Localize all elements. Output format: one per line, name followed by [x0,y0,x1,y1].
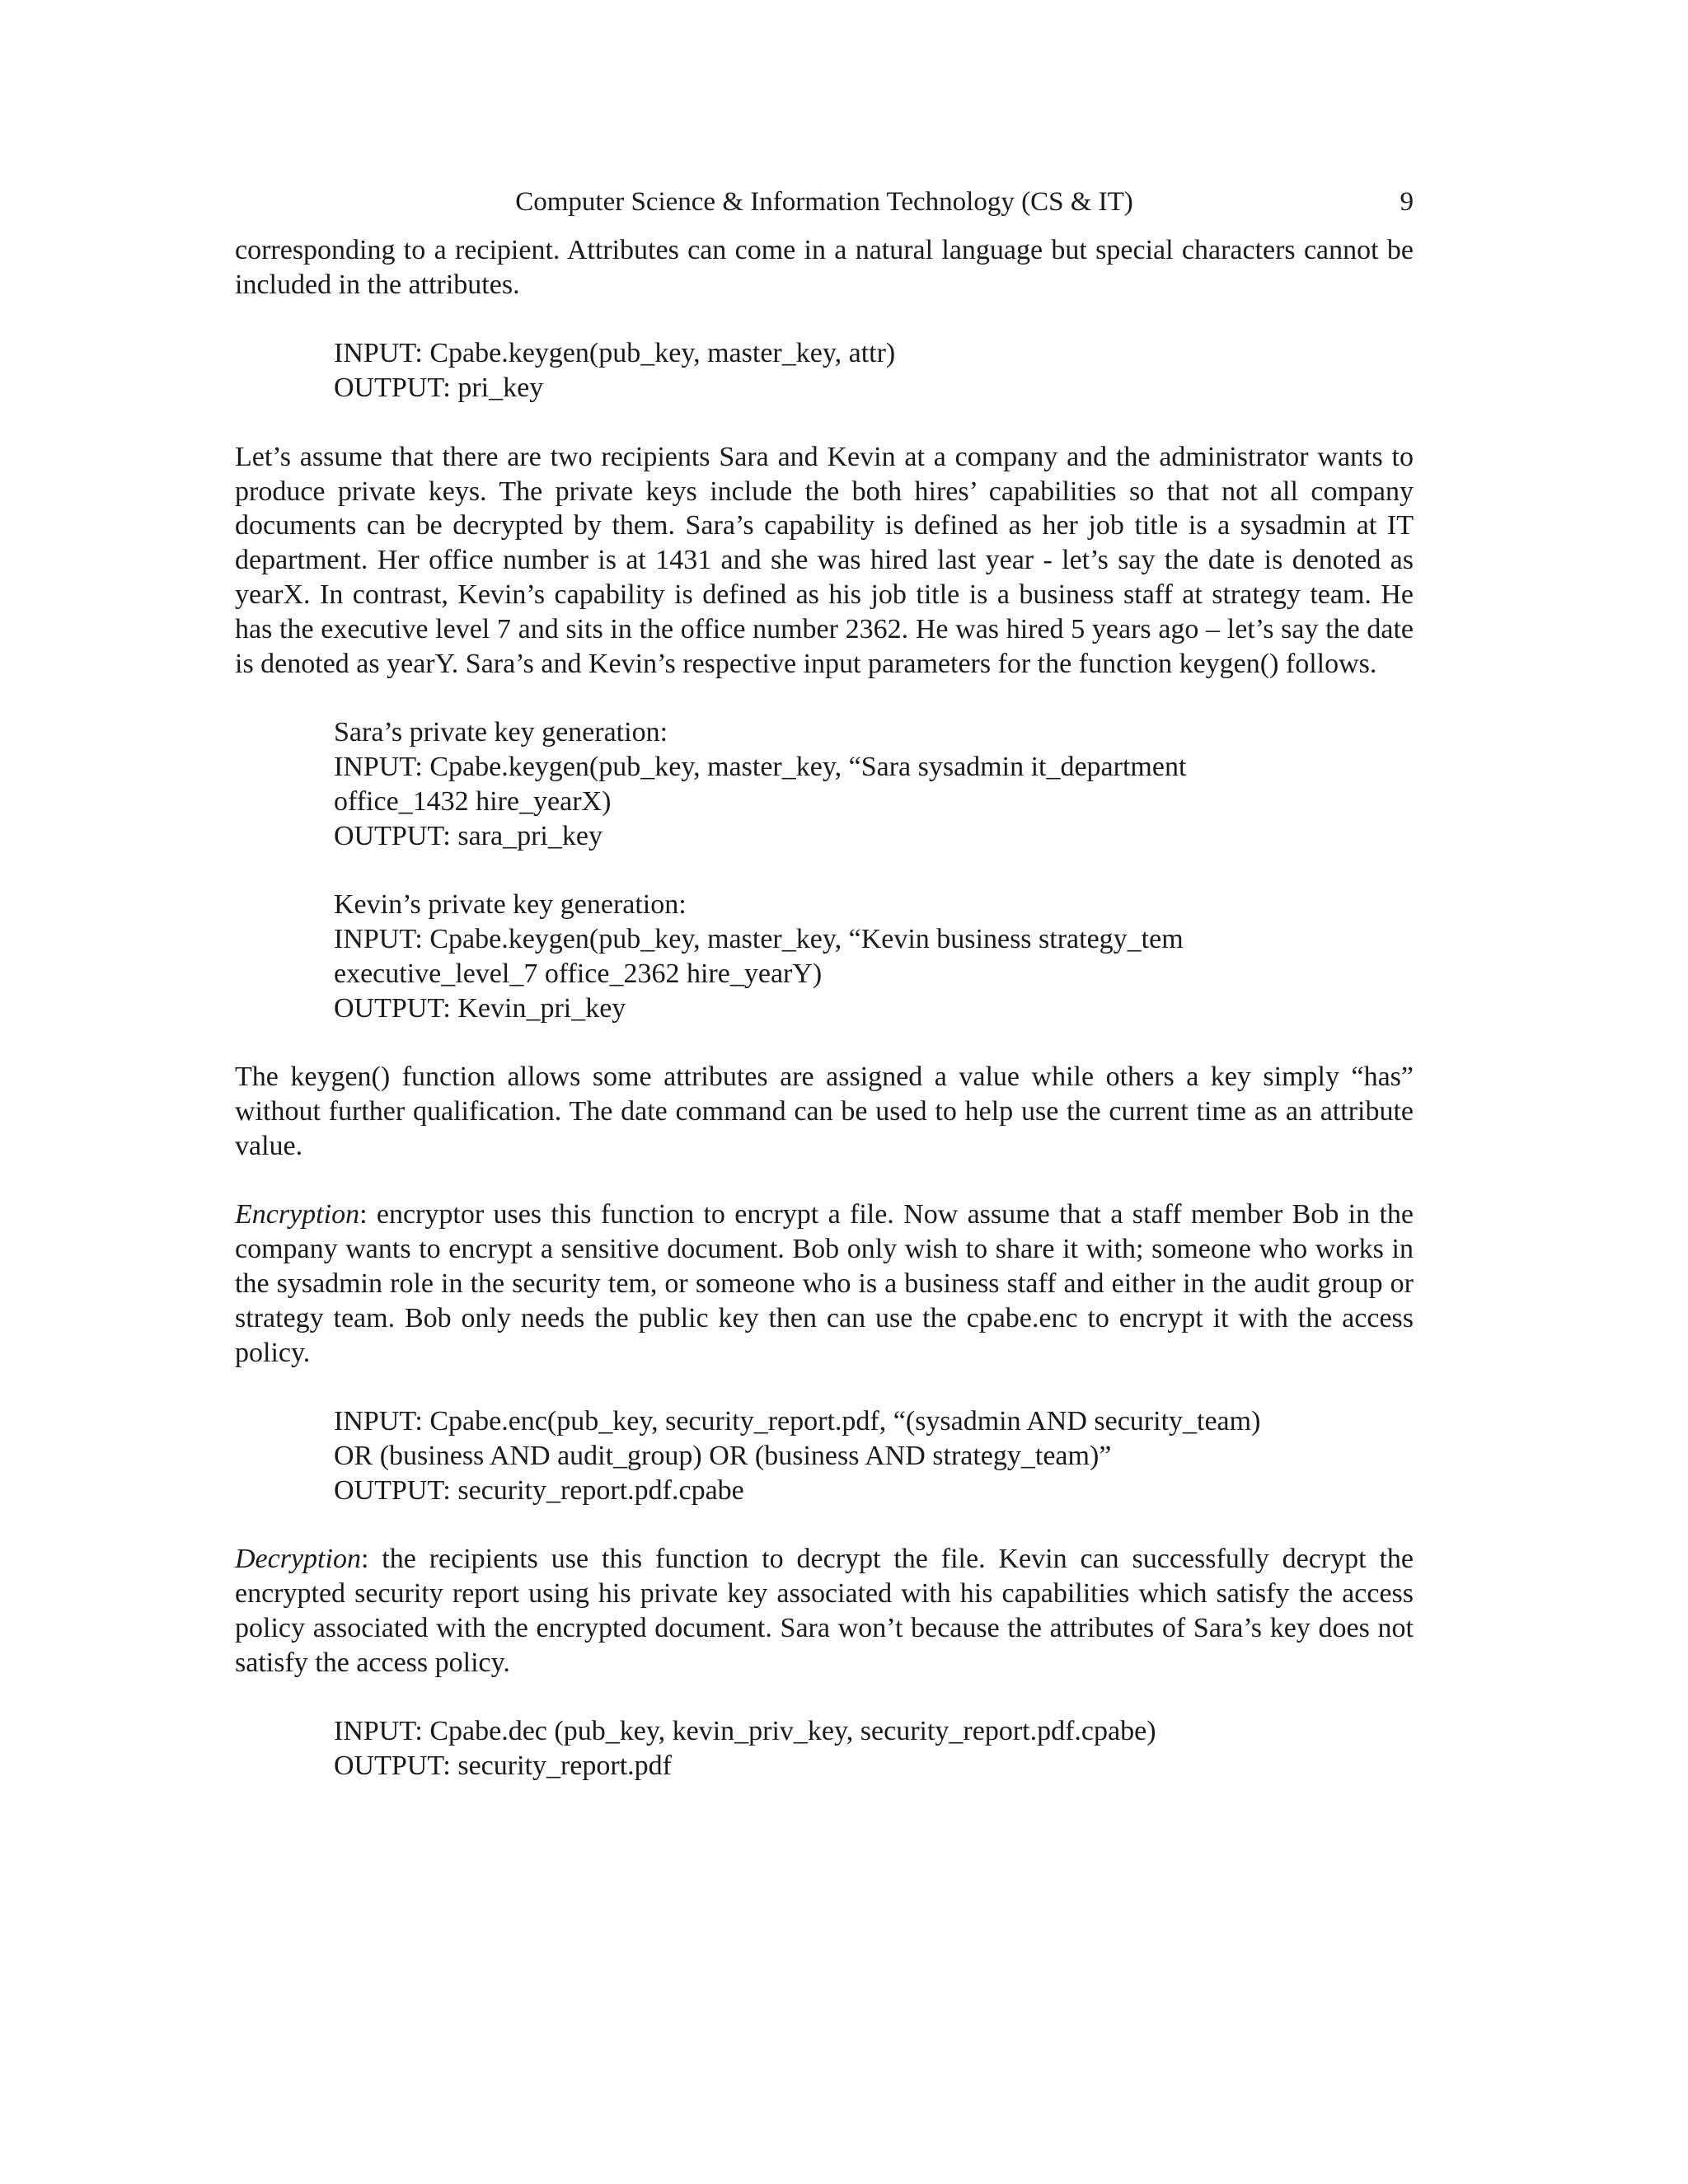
code-line: Kevin’s private key generation: [334,889,687,921]
code-line: INPUT: Cpabe.keygen(pub_key, master_key, “Kevin business strategy_tem [334,923,1184,954]
journal-title: Computer Science & Information Technology (CS & IT) [515,187,1133,217]
code-line: INPUT: Cpabe.dec (pub_key, kevin_priv_key, security_report.pdf.cpabe) [334,1716,1156,1747]
code-line: office_1432 hire_yearX) [334,785,612,817]
code-block-sara-keygen [235,715,1414,853]
code-line: executive_level_7 office_2362 hire_yearY) [334,958,823,989]
code-line: INPUT: Cpabe.keygen(pub_key, master_key, “Sara sysadmin it_department [334,751,1187,782]
code-block-decrypt [235,1714,1414,1783]
code-line: OUTPUT: security_report.pdf.cpabe [334,1474,744,1506]
paragraph-attributes: corresponding to a recipient. Attributes can come in a natural language but special characters cannot be included in the attributes. [235,235,1414,300]
encryption-label: Encryption [235,1199,360,1230]
code-block-kevin-keygen [235,888,1414,1025]
body-text [235,233,1414,1783]
code-line: OUTPUT: pri_key [334,373,544,404]
decryption-label: Decryption [235,1544,361,1575]
code-block-encrypt [235,1404,1414,1507]
paragraph-example-recipients: Let’s assume that there are two recipients Sara and Kevin at a company and the administrator wants to produce private keys. The private keys include the both hires’ capabilities so that not all company documents can be decrypted by them. Sara’s capability is defined as her job title is a sysadmin at IT department. Her office number is at 1431 and she was hired last year - let’s say the date is denoted as yearX. In contrast, Kevin’s capability is defined as his job title is a business staff at strategy team. He has the executive level 7 and sits in the office number 2362. He was hired 5 years ago – let’s say the date is denoted as yearY. Sara’s and Kevin’s respective input parameters for the function keygen() follows. [235,441,1414,679]
code-line: Sara’s private key generation: [334,717,668,748]
encryption-text: : encryptor uses this function to encrypt a file. Now assume that a staff member Bob in the company wants to encrypt a sensitive document. Bob only wish to share it with; someone who works in the sysadmin role in the security tem, or someone who is a business staff and either in the audit group or strategy team. Bob only needs the public key then can use the cpabe.enc to encrypt it with the access policy. [235,1199,1414,1368]
code-line: OUTPUT: Kevin_pri_key [334,992,626,1024]
code-line: INPUT: Cpabe.enc(pub_key, security_report.pdf, “(sysadmin AND security_team) [334,1406,1261,1437]
code-line: INPUT: Cpabe.keygen(pub_key, master_key, attr) [334,338,896,369]
code-line: OUTPUT: security_report.pdf [334,1750,672,1782]
paragraph-keygen-function: The keygen() function allows some attributes are assigned a value while others a key simply “has” without further qualification. The date command can be used to help use the current time as an attribute value. [235,1062,1414,1161]
paragraph-encryption [235,1197,1414,1370]
page-number: 9 [1400,187,1414,217]
code-line: OR (business AND audit_group) OR (business AND strategy_team)” [334,1440,1112,1471]
decryption-text: : the recipients use this function to decrypt the file. Kevin can successfully decrypt the encrypted security report using his private key associated with his capabilities which satisfy the access policy associated with the encrypted document. Sara won’t because the attributes of Sara’s key does not satisfy the access policy. [235,1544,1414,1678]
code-line: OUTPUT: sara_pri_key [334,820,603,851]
running-header [235,183,1414,221]
paragraph-decryption [235,1542,1414,1680]
code-block-keygen [235,336,1414,405]
